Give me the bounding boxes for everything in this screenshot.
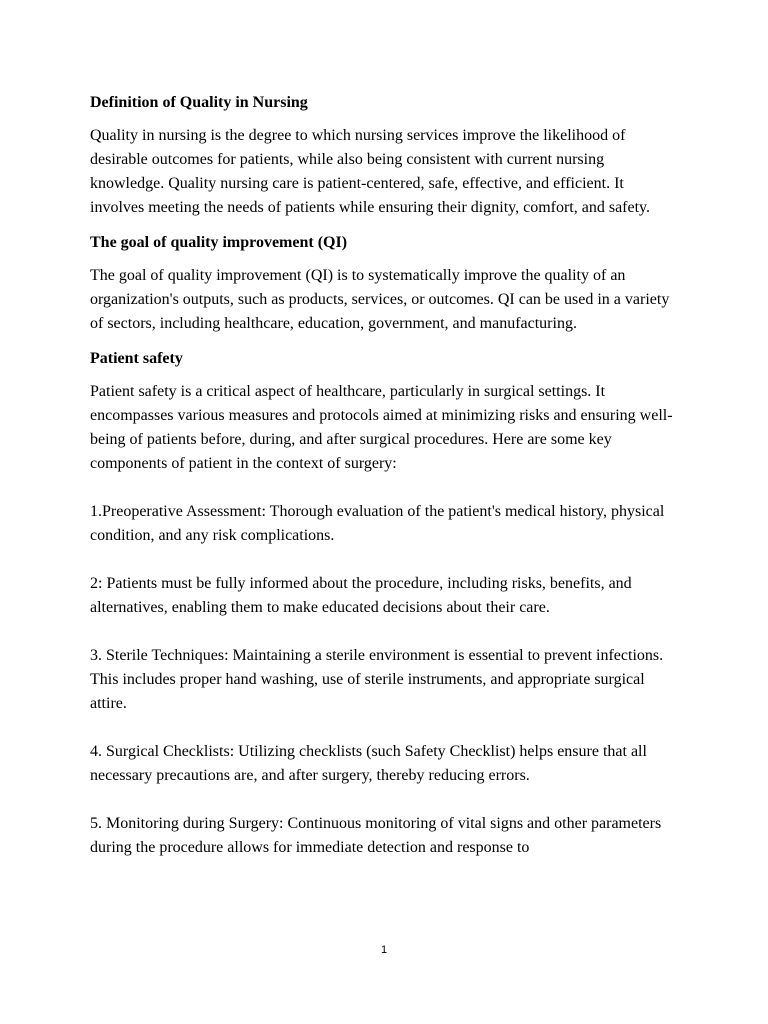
page-number: 1: [380, 944, 388, 956]
page-content: [90, 91, 680, 884]
paragraph-quality-definition: Quality in nursing is the degree to which nursing services improve the likelihood of desirable outcomes for patients, while also being consistent with current nursing knowledge. Quality nursing care is patient-centered, safe, effective, and efficient. It involves meeting the needs of patients while ensuring their dignity, comfort, and safety.: [90, 127, 651, 216]
paragraph-qi-goal: The goal of quality improvement (QI) is to systematically improve the quality of an organization's outputs, such as products, services, or outcomes. QI can be used in a variety of sectors, including healthcare, education, government, and manufacturing.: [90, 267, 670, 332]
list-item-monitoring: 5. Monitoring during Surgery: Continuous monitoring of vital signs and other parameters during the procedure allows for immediate detection and response to: [90, 815, 662, 856]
heading-patient-safety: Patient safety: [90, 350, 183, 367]
heading-quality-definition: Definition of Quality in Nursing: [90, 94, 308, 111]
paragraph-patient-safety: Patient safety is a critical aspect of healthcare, particularly in surgical settings. It encompasses various measures and protocols aimed at minimizing risks and ensuring well-being of patients before, during, and after surgical procedures. Here are some key components of patient in the context of surgery:: [90, 383, 673, 472]
list-item-preoperative-assessment: 1.Preoperative Assessment: Thorough evaluation of the patient's medical history, physical condition, and any risk complications.: [90, 503, 665, 544]
list-item-informed-consent: 2: Patients must be fully informed about the procedure, including risks, benefits, and alternatives, enabling them to make educated decisions about their care.: [90, 575, 632, 616]
heading-qi-goal: The goal of quality improvement (QI): [90, 234, 348, 251]
list-item-surgical-checklists: 4. Surgical Checklists: Utilizing checklists (such Safety Checklist) helps ensure that all necessary precautions are, and after surgery, thereby reducing errors.: [90, 743, 647, 784]
list-item-sterile-techniques: 3. Sterile Techniques: Maintaining a sterile environment is essential to prevent infections. This includes proper hand washing, use of sterile instruments, and appropriate surgical attire.: [90, 647, 664, 712]
